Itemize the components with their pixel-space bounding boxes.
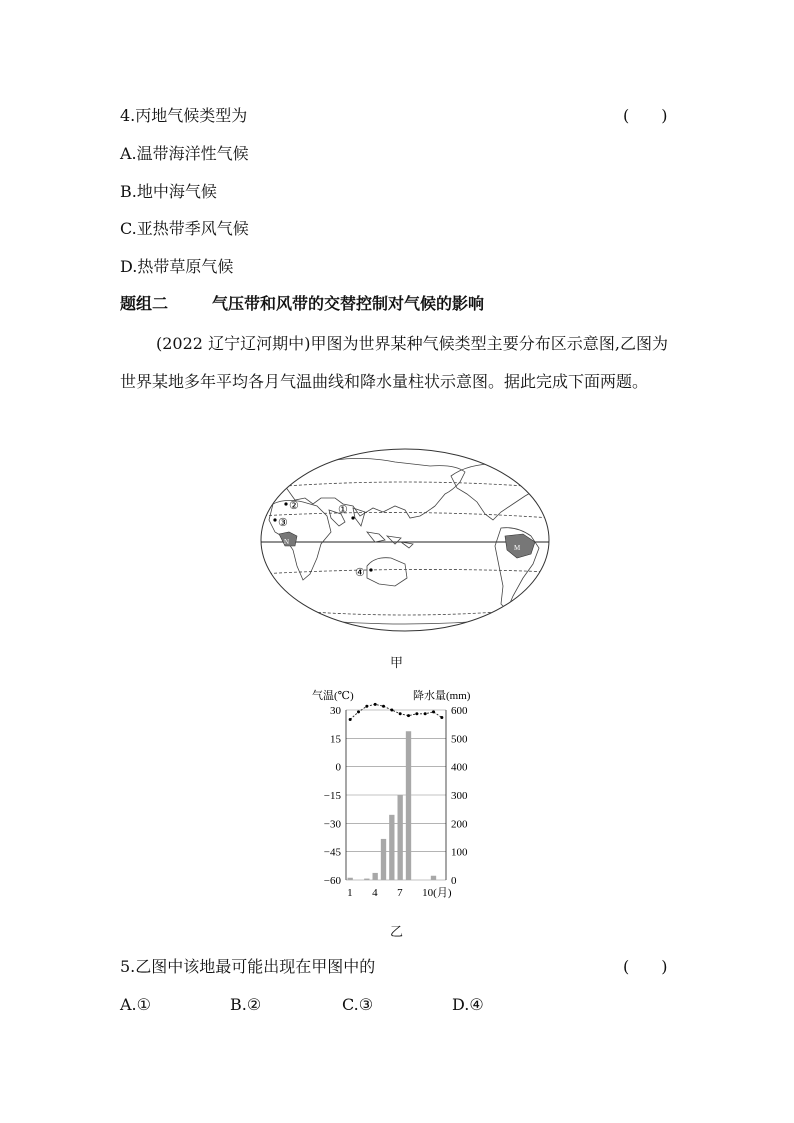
temperature-point [424,712,427,715]
q5-option-c: C.③ [342,995,374,1014]
q4-option-b: B.地中海气候 [120,182,217,201]
x-tick-label: 4 [372,887,378,899]
marker-dot [284,502,287,505]
q4-option-c: C.亚热带季风气候 [120,219,249,238]
temperature-line [350,704,442,719]
intro-paragraph: (2022 辽宁辽河期中)甲图为世界某种气候类型主要分布区示意图,乙图为世界某地多年平均各月气温曲线和降水量柱状示意图。据此完成下面两题。 [120,334,668,391]
right-tick-label: 400 [451,761,468,774]
climate-chart [300,682,500,904]
q4-option-a: A.温带海洋性气候 [120,144,249,163]
temperature-point [374,703,377,706]
x-tick-label: 1 [347,887,353,899]
q5-option-b: B.② [230,995,262,1014]
temperature-point [349,718,352,721]
temperature-point [390,709,393,712]
q4-stem: 4.丙地气候类型为 [120,106,248,125]
temperature-point [415,712,418,715]
precipitation-bar [389,815,394,880]
section-topic: 气压带和风带的交替控制对气候的影响 [212,294,485,313]
marker-dot [273,518,276,521]
left-tick-label: 0 [335,761,341,774]
left-tick-label: −15 [323,790,341,802]
precipitation-bar [364,879,369,880]
q4-option-d: D.热带草原气候 [120,257,234,276]
precipitation-bar [398,795,403,880]
map-caption: 甲 [390,656,404,671]
q4-answer-bracket: ( ) [623,106,668,125]
right-tick-label: 100 [451,846,468,859]
right-tick-label: 200 [451,818,468,831]
precipitation-bar [381,839,386,880]
temperature-point [365,705,368,708]
left-tick-label: −30 [323,818,341,831]
precipitation-bar [348,878,353,880]
marker-dot [369,568,372,571]
q5-option-a: A.① [120,995,151,1014]
section-heading [120,294,484,314]
q5-option-d: D.④ [452,995,484,1014]
region-label-m: M [514,544,521,552]
left-tick-label: −45 [323,846,341,859]
right-tick-label: 300 [451,790,468,802]
precipitation-bar [431,876,436,880]
chart-caption: 乙 [390,925,404,940]
left-axis-title: 气温(℃) [312,690,354,702]
marker-2: ② [289,500,299,512]
left-tick-label: 30 [330,705,341,717]
marker-3: ③ [278,517,288,529]
marker-1: ① [338,504,348,516]
temperature-point [440,716,443,719]
marker-4: ④ [355,567,365,579]
temperature-point [399,712,402,715]
right-tick-label: 600 [451,705,468,717]
precipitation-bar [373,873,378,880]
region-label-n: N [284,538,290,546]
section-label: 题组二 [120,294,169,313]
temperature-point [382,705,385,708]
world-map [255,446,555,636]
right-tick-label: 0 [451,875,457,887]
left-tick-label: 15 [330,733,341,746]
temperature-point [407,714,410,717]
temperature-point [432,710,435,713]
precipitation-bar [406,731,411,880]
left-tick-label: −60 [323,875,341,887]
q5-answer-bracket: ( ) [623,957,668,976]
temperature-point [357,710,360,713]
q5-stem: 5.乙图中该地最可能出现在甲图中的 [120,957,376,976]
right-axis-title: 降水量(mm) [413,690,471,702]
marker-dot [351,516,354,519]
right-tick-label: 500 [451,733,468,746]
x-tick-label: 10(月) [422,887,452,899]
x-tick-label: 7 [397,887,403,899]
